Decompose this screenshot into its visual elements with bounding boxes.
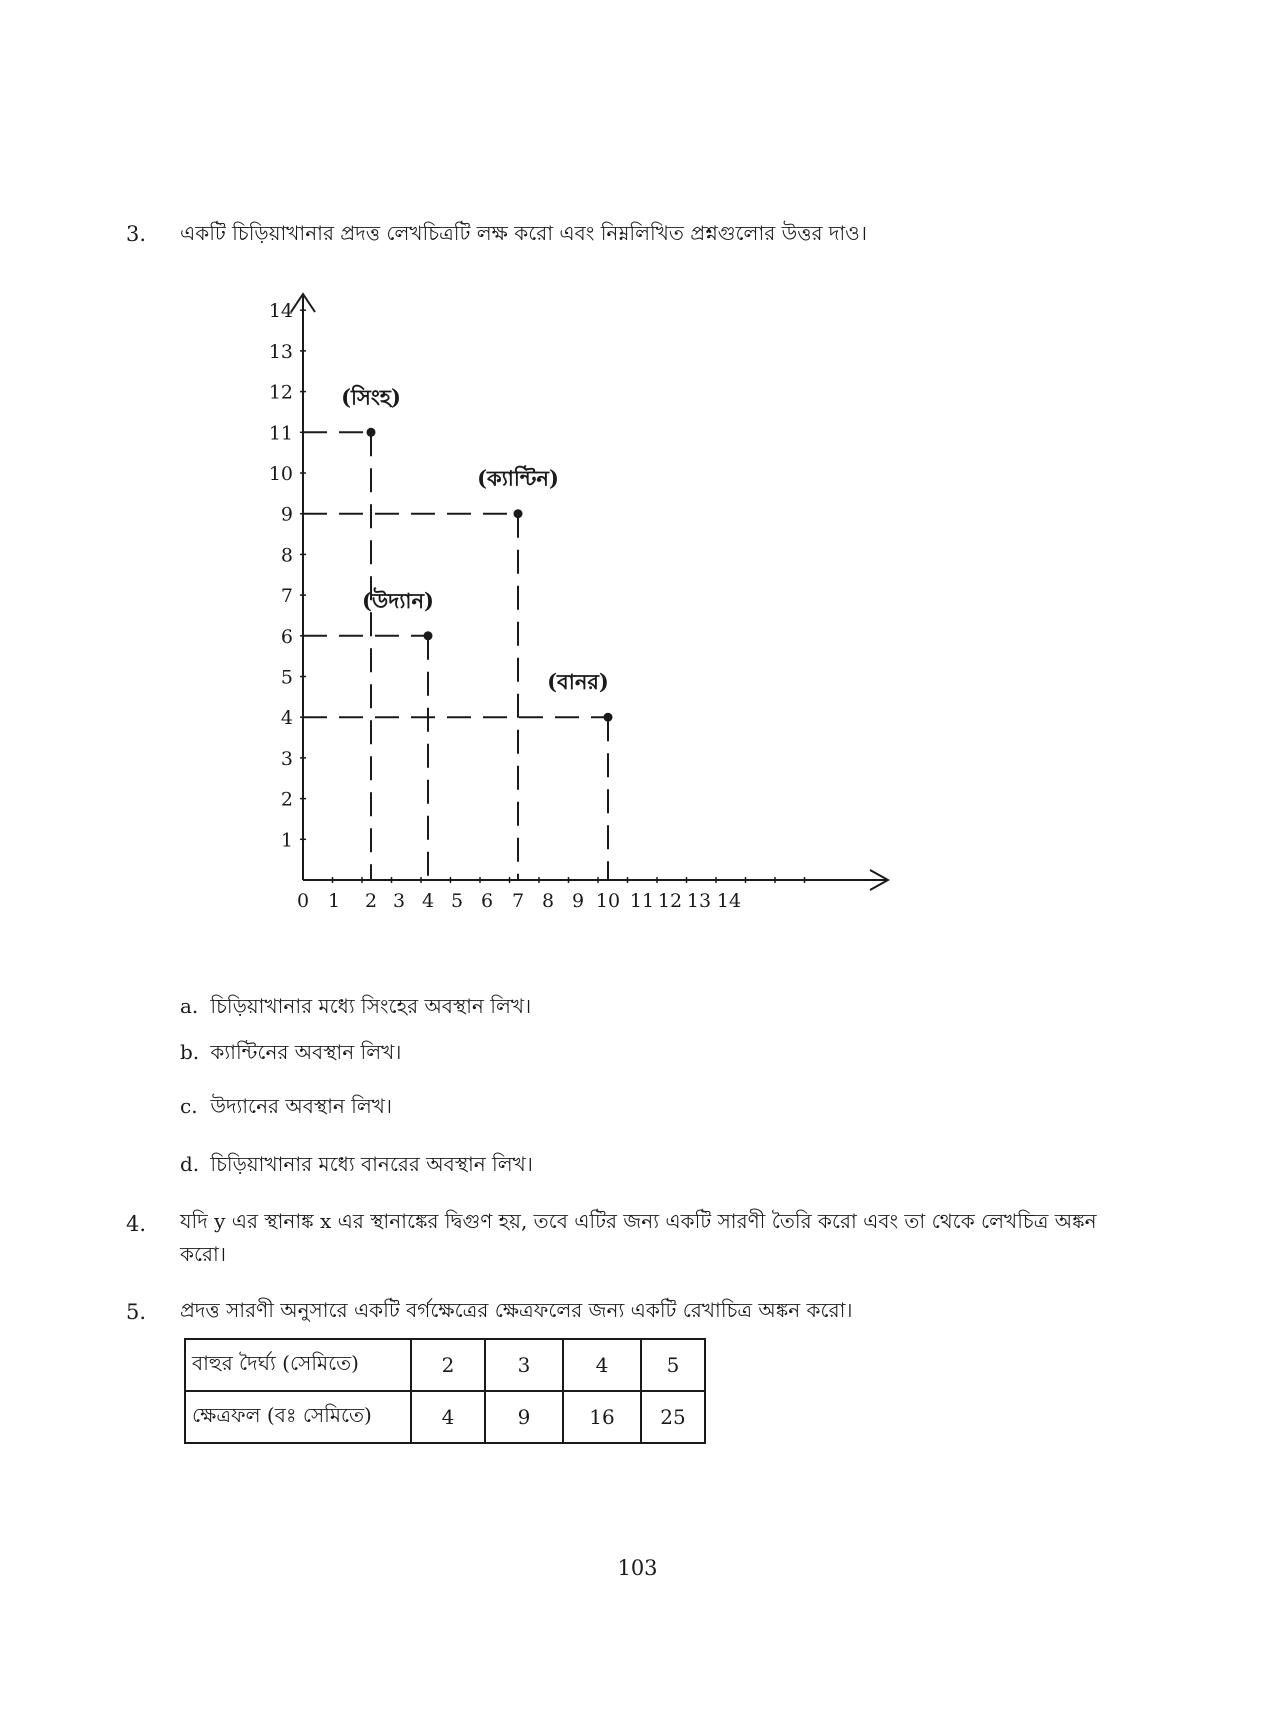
data-point-label: (উদ্যান): [362, 587, 434, 613]
y-tick-label: 9: [280, 503, 293, 526]
x-tick-label: 4: [421, 890, 435, 912]
square-area-table: [184, 1338, 706, 1444]
chart-points: [341, 384, 612, 721]
data-point-label: (সিংহ): [341, 384, 401, 410]
sub-question-label: c.: [180, 1094, 198, 1118]
sub-question-a: [180, 992, 531, 1025]
y-tick-label: 13: [268, 340, 293, 363]
table-cell: 25: [641, 1391, 705, 1443]
chart-guide-lines: [303, 432, 608, 880]
table-row-header: ক্ষেত্রফল (বঃ সেমিতে): [185, 1391, 411, 1443]
table-row: [185, 1391, 705, 1443]
page-number: 103: [617, 1556, 658, 1580]
x-tick-label: 14: [716, 890, 742, 912]
y-tick-label: 12: [268, 381, 293, 404]
table-cell: 4: [411, 1391, 485, 1443]
question-5-text: প্রদত্ত সারণী অনুসারে একটি বর্গক্ষেত্রের ক্ষেত্রফলের জন্য একটি রেখাচিত্র অঙ্কন করো।: [180, 1298, 853, 1322]
table-row: [185, 1339, 705, 1391]
y-tick-label: 7: [280, 585, 293, 608]
sub-question-text: ক্যান্টিনের অবস্থান লিখ।: [210, 1040, 402, 1064]
y-tick-label: 8: [280, 544, 293, 567]
question-5-number: 5.: [126, 1300, 147, 1324]
y-tick-label: 14: [268, 300, 293, 323]
y-tick-label: 1: [280, 829, 293, 852]
x-tick-label: 6: [480, 890, 494, 912]
question-4-text: যদি y এর স্থানাঙ্ক x এর স্থানাঙ্কের দ্বিগুণ হয়, তবে এটির জন্য একটি সারণী তৈরি করো এবং তা থেকে লেখচিত্র অঙ্কন করো।: [180, 1209, 1097, 1266]
y-tick-label: 4: [280, 707, 293, 730]
sub-question-label: b.: [180, 1040, 200, 1064]
data-point: [604, 713, 613, 722]
sub-question-text: উদ্যানের অবস্থান লিখ।: [210, 1094, 393, 1118]
sub-question-d: [180, 1150, 533, 1183]
x-tick-label: 13: [686, 890, 712, 912]
table-cell: 5: [641, 1339, 705, 1391]
sub-question-c: [180, 1092, 392, 1125]
table-cell: 9: [485, 1391, 563, 1443]
y-tick-label: 5: [280, 666, 293, 689]
y-tick-label: 3: [280, 747, 293, 770]
x-tick-label: 11: [629, 890, 655, 912]
table-cell: 16: [563, 1391, 641, 1443]
x-tick-label: 3: [392, 890, 406, 912]
data-point: [514, 509, 523, 518]
y-tick-label: 2: [280, 788, 293, 811]
sub-question-b: [180, 1038, 401, 1071]
y-tick-label: 10: [268, 463, 293, 485]
y-tick-labels: [269, 300, 293, 851]
data-point: [424, 631, 433, 640]
x-tick-label: 0: [296, 890, 310, 912]
x-tick-label: 5: [450, 890, 464, 912]
table-row-header: বাহুর দৈর্ঘ্য (সেমিতে): [185, 1339, 411, 1391]
x-tick-label: 12: [657, 890, 683, 912]
sub-question-text: চিড়িয়াখানার মধ্যে সিংহের অবস্থান লিখ।: [210, 994, 532, 1018]
sub-question-label: d.: [180, 1152, 200, 1176]
question-4-number: 4.: [126, 1212, 147, 1236]
y-tick-label: 6: [280, 625, 293, 648]
sub-question-label: a.: [180, 994, 199, 1018]
x-tick-label: 2: [364, 890, 378, 912]
table-cell: 2: [411, 1339, 485, 1391]
x-tick-label: 1: [327, 890, 341, 912]
x-tick-labels: [297, 890, 741, 912]
table-cell: 4: [563, 1339, 641, 1391]
x-tick-label: 8: [541, 890, 555, 912]
y-tick-label: 11: [268, 422, 293, 445]
x-tick-label: 10: [595, 890, 621, 912]
question-3-number: 3.: [126, 222, 147, 246]
x-tick-label: 9: [571, 890, 585, 912]
data-point: [367, 428, 376, 437]
question-3-text: একটি চিড়িয়াখানার প্রদত্ত লেখচিত্রটি লক্ষ করো এবং নিম্নলিখিত প্রশ্নগুলোর উত্তর দাও।: [180, 221, 868, 245]
table-cell: 3: [485, 1339, 563, 1391]
data-point-label: (ক্যান্টিন): [477, 465, 559, 491]
x-tick-label: 7: [511, 890, 525, 912]
sub-question-text: চিড়িয়াখানার মধ্যে বানরের অবস্থান লিখ।: [210, 1152, 533, 1176]
data-point-label: (বানর): [547, 669, 609, 695]
